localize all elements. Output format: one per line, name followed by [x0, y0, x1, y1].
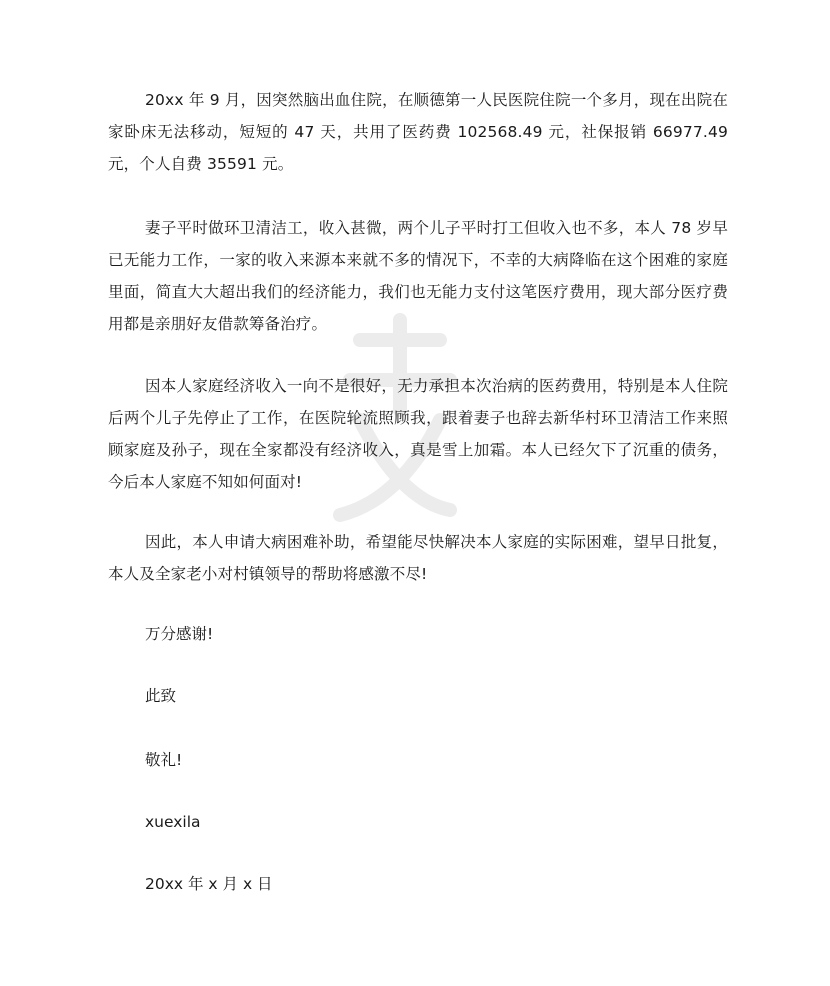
closing-line: 此致 [145, 687, 177, 705]
date-line: 20xx 年 x 月 x 日 [145, 875, 273, 893]
paragraph-family-situation: 妻子平时做环卫清洁工，收入甚微，两个儿子平时打工但收入也不多，本人 78 岁早已无能力工作，一家的收入来源本来就不多的情况下，不幸的大病降临在这个困难的家庭里面，简直大大超出我们的经济能力，我们也无能力支付这笔医疗费用，现大部分医疗费用都是亲朋好友借款筹备治疗。 [108, 219, 728, 333]
paragraph-hardship: 因本人家庭经济收入一向不是很好，无力承担本次治病的医药费用，特别是本人住院后两个儿子先停止了工作，在医院轮流照顾我，跟着妻子也辞去新华村环卫清洁工作来照顾家庭及孙子，现在全家都没有经济收入，真是雪上加霜。本人已经欠下了沉重的债务，今后本人家庭不知如何面对! [108, 377, 728, 491]
thanks-line: 万分感谢! [145, 625, 214, 643]
paragraph-illness: 20xx 年 9 月，因突然脑出血住院，在顺德第一人民医院住院一个多月，现在出院在家卧床无法移动，短短的 47 天，共用了医药费 102568.49 元，社保报销 66977.49 元，个人自费 35591 元。 [108, 91, 728, 173]
paragraph-request: 因此，本人申请大病困难补助，希望能尽快解决本人家庭的实际困难，望早日批复，本人及全家老小对村镇领导的帮助将感激不尽! [108, 533, 728, 583]
signature-line: xuexila [145, 813, 201, 831]
salute-line: 敬礼! [145, 751, 183, 769]
